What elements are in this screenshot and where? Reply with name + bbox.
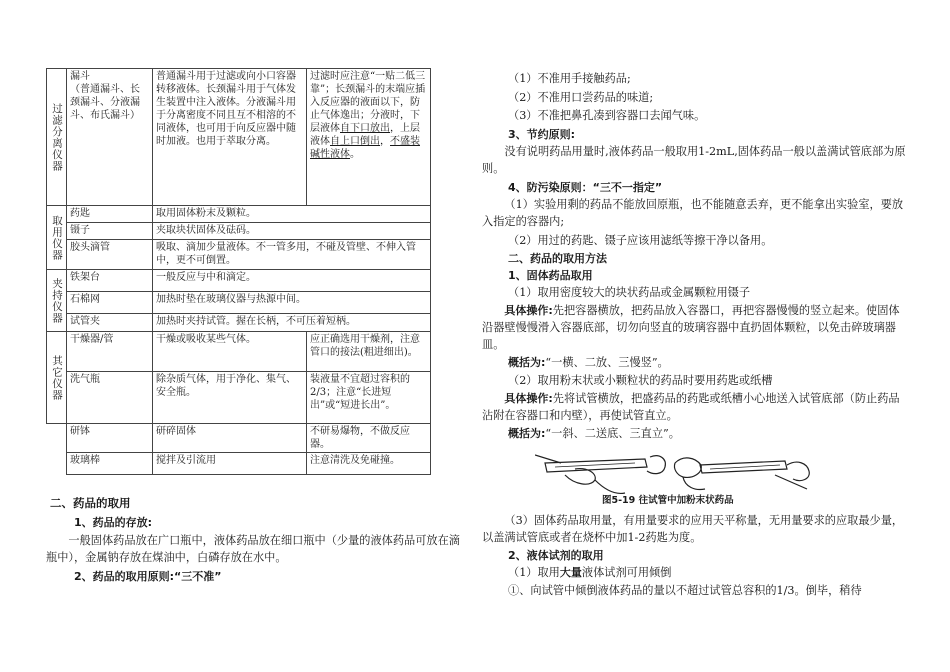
liquid-1a: （1）取用 xyxy=(508,566,560,579)
summary-1 xyxy=(508,354,669,371)
category-clamp: 夹持仪器 xyxy=(47,270,67,332)
cell-spoon-name: 药匙 xyxy=(67,206,153,223)
rule-1: （1）不准用手接触药品; xyxy=(508,72,631,85)
cell-mortar-name: 研钵 xyxy=(67,424,153,453)
cell-stand-use: 一般反应与中和滴定。 xyxy=(153,270,431,292)
note-text: 过滤时应注意“一贴二低三靠”；长颈漏斗的末端应插入反应器的液面以下，防止气体逸出；分液时，下层液体 xyxy=(310,71,426,134)
liquid-1 xyxy=(508,564,671,581)
cell-tweezers-name: 镊子 xyxy=(67,223,153,240)
cell-asbestos-use: 加热时垫在玻璃仪器与热源中间。 xyxy=(153,292,431,314)
heading-solid: 1、固体药品取用 xyxy=(508,269,593,282)
cell-dryer-use: 干燥或吸收某些气体。 xyxy=(153,332,307,372)
heading-take-rule: 2、药品的取用原则:“三不准” xyxy=(74,570,222,583)
cell-washer-note: 装液量不宜超过容积的2/3；注意“长进短出”或“短进长出”。 xyxy=(307,372,431,424)
sum2-label: 概括为: xyxy=(508,427,546,440)
note-text: 。 xyxy=(350,149,360,160)
section-heading-drug-taking: 二、药品的取用 xyxy=(50,496,131,510)
instrument-table xyxy=(46,68,431,475)
cell-rod-name: 玻璃棒 xyxy=(67,453,153,475)
empty-cell xyxy=(47,453,67,475)
cell-washer-use: 除杂质气体，用于净化、集气、安全瓶。 xyxy=(153,372,307,424)
sum2-text: “一斜、二送底、三直立”。 xyxy=(545,427,680,440)
sum1-label: 概括为: xyxy=(508,356,546,369)
cell-spoon-use: 取用固体粉末及颗粒。 xyxy=(153,206,431,223)
op2-text: 先将试管横放，把盛药品的药匙或纸槽小心地送入试管底部（防止药品沾附在容器口和内壁），再使试管直立。 xyxy=(482,392,900,422)
cell-asbestos-name: 石棉网 xyxy=(67,292,153,314)
liquid-1-bold: 大量 xyxy=(559,566,582,579)
cell-funnel-use: 普通漏斗用于过滤或向小口容器转移液体。长颈漏斗用于气体发生装置中注入液体。分液漏斗用于分离密度不同且互不相溶的不同液体，也可用于向反应器中随时加液。也用于萃取分离。 xyxy=(153,69,307,206)
cell-rod-use: 搅拌及引流用 xyxy=(153,453,307,475)
figure-caption: 图5-19 往试管中加粉末状药品 xyxy=(602,495,734,506)
para-clean: （2）用过的药匙、镊子应该用滤纸等擦干净以备用。 xyxy=(508,234,773,247)
empty-cell xyxy=(47,424,67,453)
cell-funnel-name: 漏斗 （普通漏斗、长颈漏斗、分液漏斗、布氏漏斗） xyxy=(67,69,153,206)
category-filter-separate: 过滤分离仪器 xyxy=(47,69,67,206)
para-storage: 一般固体药品放在广口瓶中，液体药品放在细口瓶中（少量的液体药品可放在滴瓶中），金属钠存放在煤油中，白磷存放在水中。 xyxy=(46,534,460,564)
cell-dropper-use: 吸取、滴加少量液体。不一管多用，不碰及管壁、不伸入管中，更不可倒置。 xyxy=(153,240,431,270)
cell-holder-name: 试管夹 xyxy=(67,314,153,332)
cell-dropper-name: 胶头滴管 xyxy=(67,240,153,270)
note-underlined: 不盛装碱性液体 xyxy=(310,136,420,160)
category-other: 其它仪器 xyxy=(47,332,67,424)
note-underlined: 自上口倒出 xyxy=(330,136,380,147)
cell-tweezers-use: 夹取块状固体及砝码。 xyxy=(153,223,431,240)
op1-label: 具体操作: xyxy=(504,304,553,317)
rule-3: （3）不准把鼻孔凑到容器口去闻气味。 xyxy=(508,109,706,122)
cell-mortar-use: 研碎固体 xyxy=(153,424,307,453)
solid-3: （3）固体药品取用量，有用量要求的应用天平称量，无用量要求的应取最少量，以盖满试管底或者在烧杯中加1-2药匙为度。 xyxy=(482,514,904,544)
cell-dryer-name: 干燥器/管 xyxy=(67,332,153,372)
para-op2 xyxy=(482,390,907,424)
category-take: 取用仪器 xyxy=(47,206,67,270)
heading-storage: 1、药品的存放: xyxy=(74,516,153,529)
note-text: ， xyxy=(380,136,390,147)
para-saving: 没有说明药品用量时,液体药品一般取用1-2mL,固体药品一般以盖满试管底部为原则。 xyxy=(482,145,906,175)
cell-stand-name: 铁架台 xyxy=(67,270,153,292)
note-text: ，上层液体 xyxy=(310,123,420,147)
cell-mortar-note: 不研易爆物，不做反应器。 xyxy=(307,424,431,453)
cell-holder-use: 加热时夹持试管。握在长柄，不可压着短柄。 xyxy=(153,314,431,332)
cell-dryer-note: 应正确选用干燥剂，注意管口的接法(粗进细出)。 xyxy=(307,332,431,372)
cell-washer-name: 洗气瓶 xyxy=(67,372,153,424)
heading-saving: 3、节约原则: xyxy=(508,128,576,141)
para-op1 xyxy=(482,302,907,353)
para-leftover: （1）实验用剩的药品不能放回原瓶，也不能随意丢弃，更不能拿出实验室，要放入指定的容器内; xyxy=(482,198,904,228)
cell-funnel-note xyxy=(307,69,431,206)
op1-text: 先把容器横放，把药品放入容器口，再把容器慢慢的竖立起来。使固体沿器壁慢慢滑入容器底部，切勿向竖直的玻璃容器中直扔固体颗粒，以免击碎玻璃器皿。 xyxy=(482,304,900,351)
note-underlined: 自下口放出 xyxy=(340,123,390,134)
solid-1: （1）取用密度较大的块状药品或金属颗粒用镊子 xyxy=(508,286,751,299)
solid-2: （2）取用粉末状或小颗粒状的药品时要用药匙或纸槽 xyxy=(508,374,773,387)
heading-anti-pollution: 4、防污染原则：“三不一指定” xyxy=(508,181,663,194)
summary-2 xyxy=(508,425,680,442)
sum1-text: “一横、二放、三慢竖”。 xyxy=(545,356,669,369)
section-heading-methods: 二、药品的取用方法 xyxy=(508,252,607,265)
liquid-2: ①、向试管中倾倒液体药品的量以不超过试管总容积的1/3。倒毕，稍待 xyxy=(508,584,862,597)
cell-rod-note: 注意清洗及免碰撞。 xyxy=(307,453,431,475)
rule-2: （2）不准用口尝药品的味道; xyxy=(508,91,654,104)
heading-liquid: 2、液体试剂的取用 xyxy=(508,549,604,562)
op2-label: 具体操作: xyxy=(504,392,553,405)
liquid-1c: 液体试剂可用倾倒 xyxy=(581,566,672,579)
